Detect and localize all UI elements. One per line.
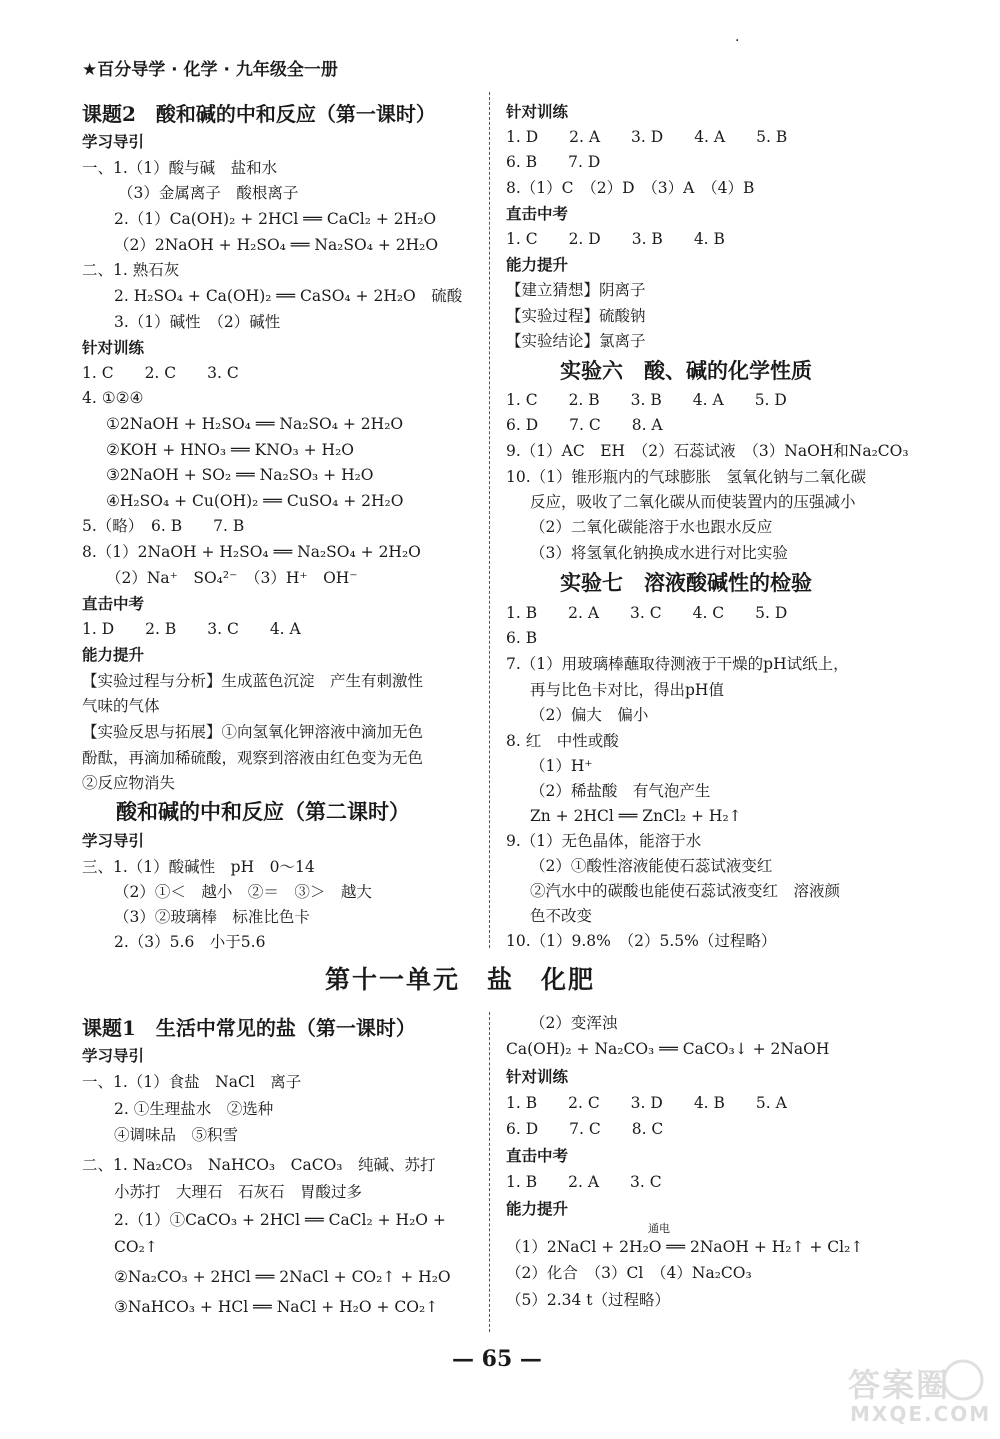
answer-line: ②汽水中的碳酸也能使石蕊试液变红 溶液颜	[530, 882, 841, 900]
answer-line: 10.（1）9.8% （2）5.5%（过程略）	[506, 932, 777, 950]
answer-line: 【实验反思与拓展】①向氢氧化钾溶液中滴加无色	[82, 723, 424, 741]
answer-line: 小苏打 大理石 石灰石 胃酸过多	[114, 1183, 363, 1201]
equation-line: ②Na₂CO₃ + 2HCl ══ 2NaCl + CO₂↑ + H₂O	[114, 1268, 451, 1286]
watermark-url: MXQE.COM	[850, 1402, 992, 1426]
page-number: — 65 —	[452, 1346, 542, 1372]
answer-line: 1. B 2. C 3. D 4. B 5. A	[506, 1094, 787, 1112]
answer-line: 7.（1）用玻璃棒蘸取待测液于干燥的pH试纸上，	[506, 655, 849, 673]
answer-line: 1. C 2. D 3. B 4. B	[506, 230, 725, 248]
equation-line: 2. H₂SO₄ + Ca(OH)₂ ══ CaSO₄ + 2H₂O 硫酸	[114, 287, 463, 305]
equation-line: ③NaHCO₃ + HCl ══ NaCl + H₂O + CO₂↑	[114, 1298, 439, 1316]
answer-line: 6. B 7. D	[506, 153, 601, 171]
column-divider-bottom	[489, 1012, 490, 1332]
answer-line: 二、1. Na₂CO₃ NaHCO₃ CaCO₃ 纯碱、苏打	[82, 1156, 436, 1174]
answer-line: 9.（1）AC EH （2）石蕊试液 （3）NaOH和Na₂CO₃	[506, 442, 909, 460]
answer-line: 1. C 2. B 3. B 4. A 5. D	[506, 391, 787, 409]
answer-line: （2）①＜ 越小 ②＝ ③＞ 越大	[114, 883, 372, 901]
section-title: 酸和碱的中和反应（第二课时）	[116, 799, 410, 824]
answer-line: （3）金属离子 酸根离子	[118, 184, 299, 202]
answer-line: （3）②玻璃棒 标准比色卡	[114, 908, 310, 926]
answer-line: （2）稀盐酸 有气泡产生	[530, 782, 711, 800]
answer-line: 再与比色卡对比，得出pH值	[530, 681, 724, 699]
answer-line: 1. B 2. A 3. C 4. C 5. D	[506, 604, 788, 622]
equation-line: （2）2NaOH + H₂SO₄ ══ Na₂SO₄ + 2H₂O	[114, 236, 439, 254]
answer-line: （2）Na⁺ SO₄²⁻ （3）H⁺ OH⁻	[106, 569, 358, 587]
section-title: 实验七 溶液酸碱性的检验	[560, 570, 812, 595]
subheading: 能力提升	[82, 646, 145, 664]
answer-line: 气味的气体	[82, 697, 160, 715]
answer-line: 8.（1）C （2）D （3）A （4）B	[506, 179, 755, 197]
equation-line: 2.（1）Ca(OH)₂ + 2HCl ══ CaCl₂ + 2H₂O	[114, 210, 437, 228]
answer-line: 1. B 2. A 3. C	[506, 1173, 662, 1191]
subheading: 直击中考	[506, 205, 569, 223]
subheading: 针对训练	[506, 1068, 569, 1086]
answer-line: ②反应物消失	[82, 774, 176, 792]
answer-line: 6. B	[506, 629, 538, 647]
answer-line: （1）H⁺	[530, 757, 593, 775]
answer-line: 1. C 2. C 3. C	[82, 364, 239, 382]
subheading: 直击中考	[82, 595, 145, 613]
equation-line: （1）2NaCl + 2H₂O ══ 2NaOH + H₂↑ + Cl₂↑	[506, 1238, 864, 1256]
answer-line: ④调味品 ⑤积雪	[114, 1126, 239, 1144]
answer-line: 色不改变	[530, 907, 593, 925]
equation-line: ③2NaOH + SO₂ ══ Na₂SO₃ + H₂O	[106, 466, 374, 484]
equation-line: ①2NaOH + H₂SO₄ ══ Na₂SO₄ + 2H₂O	[106, 415, 404, 433]
stray-dot: ·	[735, 33, 740, 49]
answer-line: （2）偏大 偏小	[530, 706, 649, 724]
book-header: ★百分导学 · 化学 · 九年级全一册	[82, 60, 338, 80]
answer-line: （2）①酸性溶液能使石蕊试液变红	[530, 857, 773, 875]
answer-line: 反应，吸收了二氧化碳从而使装置内的压强减小	[530, 493, 856, 511]
answer-line: （5）2.34 t（过程略）	[506, 1291, 671, 1309]
answer-line: 一、1.（1）食盐 NaCl 离子	[82, 1073, 302, 1091]
answer-line: 8. 红 中性或酸	[506, 732, 619, 750]
equation-line: ④H₂SO₄ + Cu(OH)₂ ══ CuSO₄ + 2H₂O	[106, 492, 404, 510]
equation-line: ②KOH + HNO₃ ══ KNO₃ + H₂O	[106, 441, 354, 459]
equation-line: 2.（1）①CaCO₃ + 2HCl ══ CaCl₂ + H₂O +	[114, 1211, 446, 1229]
equation-line: Zn + 2HCl ══ ZnCl₂ + H₂↑	[530, 807, 742, 825]
equation-line: 8.（1）2NaOH + H₂SO₄ ══ Na₂SO₄ + 2H₂O	[82, 543, 421, 561]
answer-line: 【实验过程】硫酸钠	[506, 307, 646, 325]
answer-line: 1. D 2. B 3. C 4. A	[82, 620, 301, 638]
subheading: 直击中考	[506, 1147, 569, 1165]
section-title: 实验六 酸、碱的化学性质	[560, 358, 812, 383]
watermark-text: 答案圈	[848, 1366, 951, 1404]
answer-line: （2）变浑浊	[530, 1014, 618, 1032]
section-title: 课题1 生活中常见的盐（第一课时）	[82, 1016, 416, 1040]
answer-line: 1. D 2. A 3. D 4. A 5. B	[506, 128, 788, 146]
answer-line: 一、1.（1）酸与碱 盐和水	[82, 159, 278, 177]
subheading: 学习导引	[82, 1047, 145, 1065]
answer-line: 【实验过程与分析】生成蓝色沉淀 产生有刺激性	[82, 672, 424, 690]
answer-line: 6. D 7. C 8. A	[506, 416, 663, 434]
subheading: 学习导引	[82, 133, 145, 151]
equation-line: Ca(OH)₂ + Na₂CO₃ ══ CaCO₃↓ + 2NaOH	[506, 1040, 830, 1058]
watermark-logo	[838, 1356, 992, 1430]
subheading: 能力提升	[506, 1200, 569, 1218]
answer-line: （2）化合 （3）Cl （4）Na₂CO₃	[506, 1264, 752, 1282]
subheading: 针对训练	[506, 103, 569, 121]
answer-line: 5.（略） 6. B 7. B	[82, 517, 245, 535]
answer-line: 【实验结论】氯离子	[506, 332, 646, 350]
answer-line: 二、1. 熟石灰	[82, 261, 180, 279]
answer-line: （2）二氧化碳能溶于水也跟水反应	[530, 518, 773, 536]
answer-line: 6. D 7. C 8. C	[506, 1120, 664, 1138]
subheading: 学习导引	[82, 832, 145, 850]
answer-line: 9.（1）无色晶体，能溶于水	[506, 832, 702, 850]
answer-line: 10.（1）锥形瓶内的气球膨胀 氢氧化钠与二氧化碳	[506, 468, 867, 486]
equation-line: CO₂↑	[114, 1238, 158, 1256]
answer-line: 2. ①生理盐水 ②选种	[114, 1100, 274, 1118]
answer-line: （3）将氢氧化钠换成水进行对比实验	[530, 544, 788, 562]
answer-line: 【建立猜想】阴离子	[506, 281, 646, 299]
section-title: 课题2 酸和碱的中和反应（第一课时）	[82, 102, 436, 126]
condition-label: 通电	[648, 1222, 670, 1235]
column-divider-top	[489, 92, 490, 948]
answer-line: 2.（3）5.6 小于5.6	[114, 933, 266, 951]
answer-line: 酚酞，再滴加稀硫酸，观察到溶液由红色变为无色	[82, 749, 424, 767]
unit-title: 第十一单元 盐 化肥	[325, 965, 596, 994]
answer-line: 4. ①②④	[82, 389, 144, 407]
answer-line: 三、1.（1）酸碱性 pH 0～14	[82, 858, 315, 876]
subheading: 能力提升	[506, 256, 569, 274]
answer-line: 3.（1）碱性 （2）碱性	[114, 313, 281, 331]
subheading: 针对训练	[82, 339, 145, 357]
